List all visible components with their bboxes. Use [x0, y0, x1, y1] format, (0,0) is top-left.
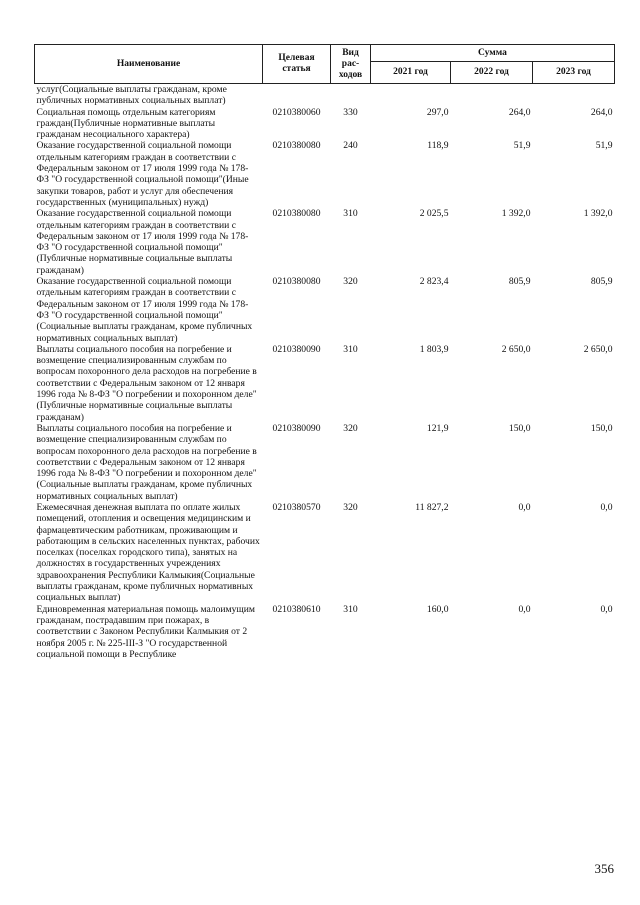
- table-row: [35, 140, 615, 208]
- row-expense-type: 320: [343, 422, 358, 434]
- row-value-2022: 150,0: [508, 422, 531, 434]
- table-row: [35, 344, 615, 423]
- header-name: Наименование: [35, 45, 263, 84]
- row-value-2023: 264,0: [590, 106, 613, 118]
- row-expense-type: 320: [343, 276, 358, 288]
- row-expense-type: 320: [343, 501, 358, 513]
- header-target-article: Целевая статья: [263, 45, 331, 84]
- row-value-2021: 121,9: [426, 422, 449, 434]
- row-value-2023: [533, 84, 615, 107]
- row-value-2022: 0,0: [518, 603, 531, 615]
- table-row: [35, 423, 615, 502]
- row-name: Единовременная материальная помощь малоимущим гражданам, пострадавшим при пожарах, в соответствии с Законом Республики Калмыкия от 2 ноября 2005 г. № 225-III-З "О государственной социальной помощи в Республике: [36, 603, 255, 660]
- budget-table: [34, 44, 615, 660]
- row-value-2021: 160,0: [426, 603, 449, 615]
- row-name: Социальная помощь отдельным категориям граждан(Публичные нормативные выплаты гражданам несоциального характера): [36, 106, 216, 141]
- row-name: услуг(Социальные выплаты гражданам, кроме публичных нормативных социальных выплат): [36, 84, 227, 107]
- row-value-2022: 2 650,0: [501, 343, 531, 355]
- table-row: [35, 107, 615, 141]
- row-value-2021: 118,9: [427, 140, 449, 152]
- row-value-2021: 1 803,9: [419, 343, 449, 355]
- header-sum: Сумма: [371, 45, 615, 62]
- row-target-code: 0210380080: [272, 208, 321, 220]
- table-row: [35, 502, 615, 604]
- row-value-2021: 297,0: [426, 106, 449, 118]
- row-name: Ежемесячная денежная выплата по оплате жилых помещений, отопления и освещения медицинским и фармацевтическим работникам, проживающим и работающим в сельских населенных пунктах, рабочих поселках (поселках городского типа), занятых на должностях в государственных учреждениях здравоохранения Республики Калмыкия(Социальные выплаты гражданам, кроме публичных нормативных социальных выплат): [36, 501, 260, 604]
- table-row: [35, 276, 615, 344]
- row-value-2021: 2 025,5: [419, 208, 449, 220]
- row-value-2021: 2 823,4: [419, 276, 449, 288]
- table-row: [35, 84, 615, 107]
- row-expense-type: 310: [343, 603, 358, 615]
- header-year-2023: 2023 год: [533, 62, 615, 84]
- row-value-2023: 2 650,0: [583, 343, 613, 355]
- row-name: Выплаты социального пособия на погребение и возмещение специализированным службам по вопросам похоронного дела расходов на погребение в соответствии с Федеральным законом от 12 января 1996 года № 8-ФЗ "О погребении и похоронном деле"(Социальные выплаты гражданам, кроме публичных нормативных социальных выплат): [36, 422, 257, 502]
- row-target-code: 0210380080: [272, 276, 321, 288]
- row-target-code: 0210380090: [272, 422, 321, 434]
- row-expense-type: 310: [343, 343, 358, 355]
- row-target-code: 0210380610: [272, 603, 321, 615]
- row-name: Оказание государственной социальной помощи отдельным категориям граждан в соответствии с Федеральным законом от 17 июля 1999 года № 178-ФЗ "О государственной социальной помощи"(Социальные выплаты гражданам, кроме публичных нормативных социальных выплат): [36, 276, 253, 344]
- row-value-2021: [371, 84, 451, 107]
- row-value-2023: 1 392,0: [583, 208, 613, 220]
- row-value-2022: 51,9: [513, 140, 531, 152]
- row-expense-type: 310: [343, 208, 358, 220]
- table-row: [35, 604, 615, 660]
- row-value-2022: 1 392,0: [501, 208, 531, 220]
- row-target-code: 0210380570: [272, 501, 321, 513]
- row-target-code: 0210380060: [272, 106, 321, 118]
- row-target-code: 0210380080: [272, 140, 321, 152]
- row-value-2022: 264,0: [508, 106, 531, 118]
- row-name: Выплаты социального пособия на погребение и возмещение специализированным службам по вопросам похоронного дела расходов на погребение в соответствии с Федеральным законом от 12 января 1996 года № 8-ФЗ "О погребении и похоронном деле"(Публичные нормативные социальные выплаты гражданам): [36, 343, 257, 423]
- row-value-2022: [451, 84, 533, 107]
- row-value-2022: 805,9: [508, 276, 531, 288]
- row-value-2023: 805,9: [590, 276, 613, 288]
- row-value-2023: 51,9: [595, 140, 613, 152]
- row-value-2023: 0,0: [600, 603, 613, 615]
- row-expense-type: 330: [343, 106, 358, 118]
- header-expense-type: Вид рас-ходов: [331, 45, 371, 84]
- row-value-2022: 0,0: [518, 501, 531, 513]
- row-name: Оказание государственной социальной помощи отдельным категориям граждан в соответствии с Федеральным законом от 17 июля 1999 года № 178-ФЗ "О государственной социальной помощи" (Публичные нормативные социальные выплаты гражданам): [36, 208, 249, 276]
- page-number: 356: [594, 861, 614, 876]
- row-target-code: [263, 84, 331, 107]
- row-expense-type: [331, 84, 371, 107]
- row-expense-type: 240: [343, 140, 358, 152]
- row-name: Оказание государственной социальной помощи отдельным категориям граждан в соответствии с Федеральным законом от 17 июля 1999 года № 178-ФЗ "О государственной социальной помощи"(Иные закупки товаров, работ и услуг для обеспечения государственных (муниципальных) нужд): [36, 140, 249, 208]
- table-row: [35, 208, 615, 276]
- row-value-2023: 0,0: [600, 501, 613, 513]
- budget-document: [34, 44, 614, 660]
- row-value-2023: 150,0: [590, 422, 613, 434]
- row-value-2021: 11 827,2: [415, 501, 449, 513]
- header-year-2022: 2022 год: [451, 62, 533, 84]
- row-target-code: 0210380090: [272, 343, 321, 355]
- header-year-2021: 2021 год: [371, 62, 451, 84]
